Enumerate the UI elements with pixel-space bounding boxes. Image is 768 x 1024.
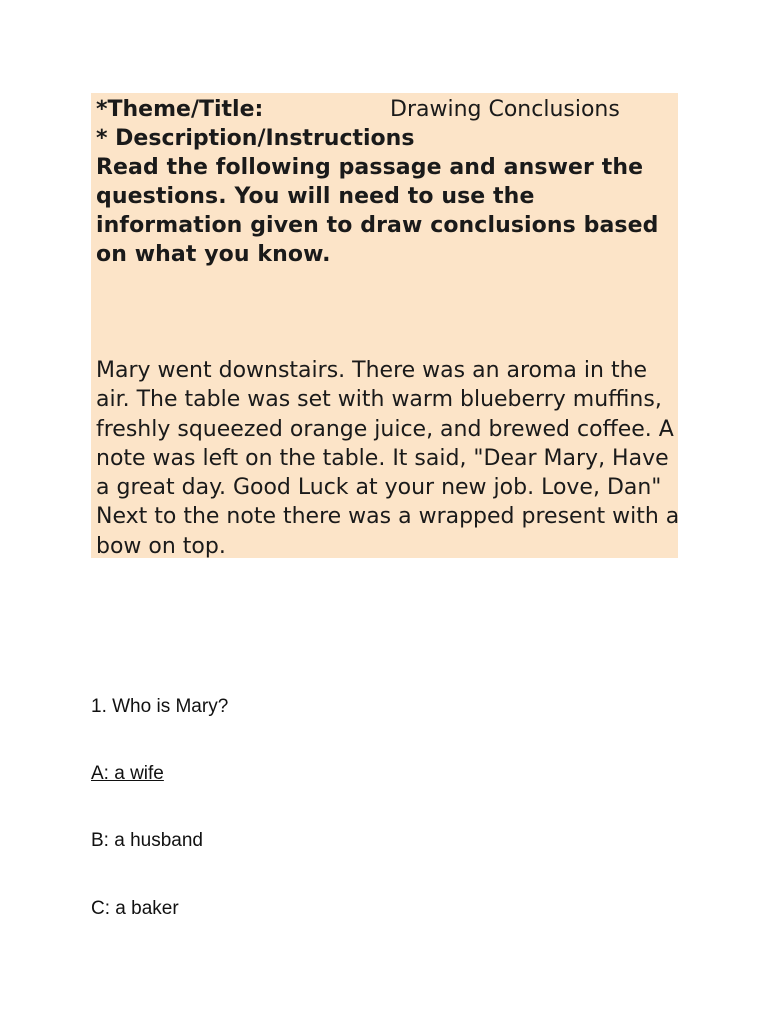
question-text: 1. Who is Mary?: [91, 696, 229, 717]
instructions-text: Read the following passage and answer the questions. You will need to use the information given to draw conclusions based on what you know.: [96, 155, 659, 267]
theme-value: Drawing Conclusions: [390, 97, 620, 122]
instruction-box: [91, 93, 678, 558]
passage-text: Mary went downstairs. There was an aroma in the air. The table was set with warm blueberry muffins, freshly squeezed orange juice, and brewed coffee. A note was left on the table. It said, "Dear Mary, Have a great day. Good Luck at your new job. Love, Dan" Next to the note there was a wrapped present with a bow on top.: [96, 358, 680, 559]
description-label: * Description/Instructions: [96, 126, 415, 151]
option-c: C: a baker: [91, 898, 179, 919]
theme-line: [96, 95, 620, 124]
option-b: B: a husband: [91, 830, 203, 851]
option-a: A: a wife: [91, 763, 164, 784]
theme-label: *Theme/Title:: [96, 97, 264, 122]
